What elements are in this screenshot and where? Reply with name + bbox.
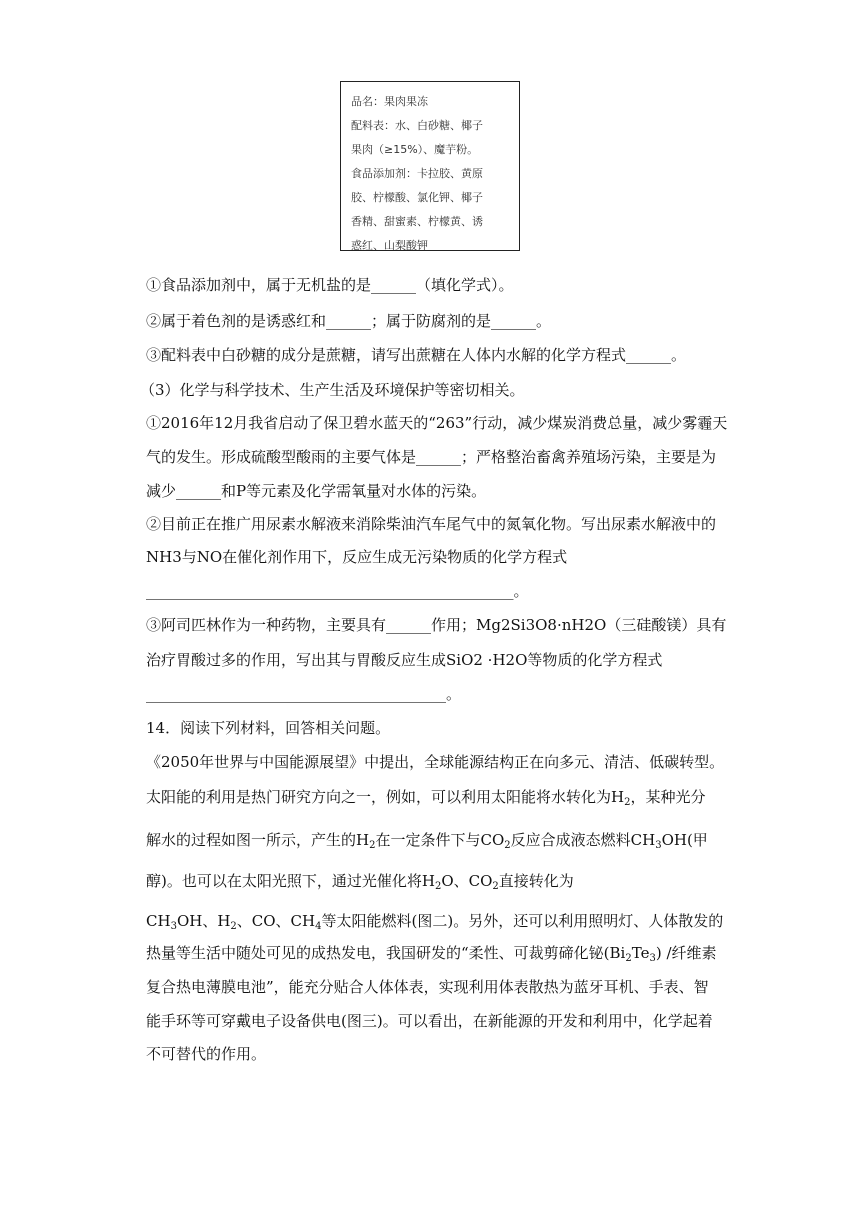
text-line: ②属于着色剂的是诱惑红和______；属于防腐剂的是______。 — [146, 312, 552, 330]
text-line: ①食品添加剂中，属于无机盐的是______（填化学式）。 — [146, 276, 514, 294]
text-line: ①2016年12月我省启动了保卫碧水蓝天的“263”行动，减少煤炭消费总量，减少雾霾天 — [146, 414, 728, 432]
label-line: 胶、柠檬酸、氯化钾、椰子 — [351, 191, 483, 204]
label-line: 香精、甜蜜素、柠檬黄、诱 — [351, 215, 483, 228]
text-line: 减少______和P等元素及化学需氧量对水体的污染。 — [146, 482, 487, 500]
question-heading: 14．阅读下列材料，回答相关问题。 — [146, 719, 391, 737]
text-line: 治疗胃酸过多的作用，写出其与胃酸反应生成SiO2 ·H2O等物质的化学方程式 — [146, 651, 663, 669]
text-line: 《2050年世界与中国能源展望》中提出，全球能源结构正在向多元、清洁、低碳转型。 — [146, 753, 725, 771]
text-line: ③阿司匹林作为一种药物，主要具有______作用；Mg2Si3O8·nH2O（三硅酸镁）具有 — [146, 616, 727, 634]
text-line: 热量等生活中随处可见的成热发电，我国研发的“柔性、可裁剪碲化铋$(Bi_2Te_3)$ /纤维素 — [146, 944, 717, 964]
food-label-image — [340, 81, 520, 251]
text-line: 能手环等可穿戴电子设备供电(图三)。可以看出，在新能源的开发和利用中，化学起着 — [146, 1012, 713, 1030]
text-line: ②目前正在推广用尿素水解液来消除柴油汽车尾气中的氮氧化物。写出尿素水解液中的 — [146, 515, 717, 533]
label-line: 果肉（≥15%）、魔芋粉。 — [351, 143, 479, 156]
answer-blank-line: _________________________________________________。 — [146, 582, 529, 600]
text-line: 气的发生。形成硫酸型酸雨的主要气体是______；严格整治畜禽养殖场污染，主要是为 — [146, 448, 717, 466]
label-line: 食品添加剂：卡拉胶、黄原 — [351, 167, 483, 180]
answer-blank-line: ________________________________________。 — [146, 685, 462, 703]
text-line: 复合热电薄膜电池”，能充分贴合人体体表，实现利用体表散热为蓝牙耳机、手表、智 — [146, 978, 709, 996]
text-line: NH3与NO在催化剂作用下，反应生成无污染物质的化学方程式 — [146, 548, 568, 566]
label-line: 惑红、山梨酸钾 — [351, 239, 428, 252]
label-line: 品名：果肉果冻 — [351, 95, 428, 108]
text-line: 醇)。也可以在太阳光照下，通过光催化将$H_2O$、$CO_2$直接转化为 — [146, 872, 574, 892]
section-heading: （3）化学与科学技术、生产生活及环境保护等密切相关。 — [140, 381, 525, 399]
text-line: $CH_3OH$、$H_2$、CO、$CH_4$等太阳能燃料(图二)。另外，还可以利用照明灯、人体散发的 — [146, 912, 724, 932]
label-line: 配料表：水、白砂糖、椰子 — [351, 119, 483, 132]
text-line: 不可替代的作用。 — [146, 1045, 267, 1063]
text-line: ③配料表中白砂糖的成分是蔗糖，请写出蔗糖在人体内水解的化学方程式______。 — [146, 346, 687, 364]
text-line: 太阳能的利用是热门研究方向之一，例如，可以利用太阳能将水转化为$H_2$，某种光分 — [146, 788, 706, 808]
text-line: 解水的过程如图一所示，产生的$H_2$在一定条件下与$CO_2$反应合成液态燃料$CH_3OH$(甲 — [146, 831, 708, 851]
